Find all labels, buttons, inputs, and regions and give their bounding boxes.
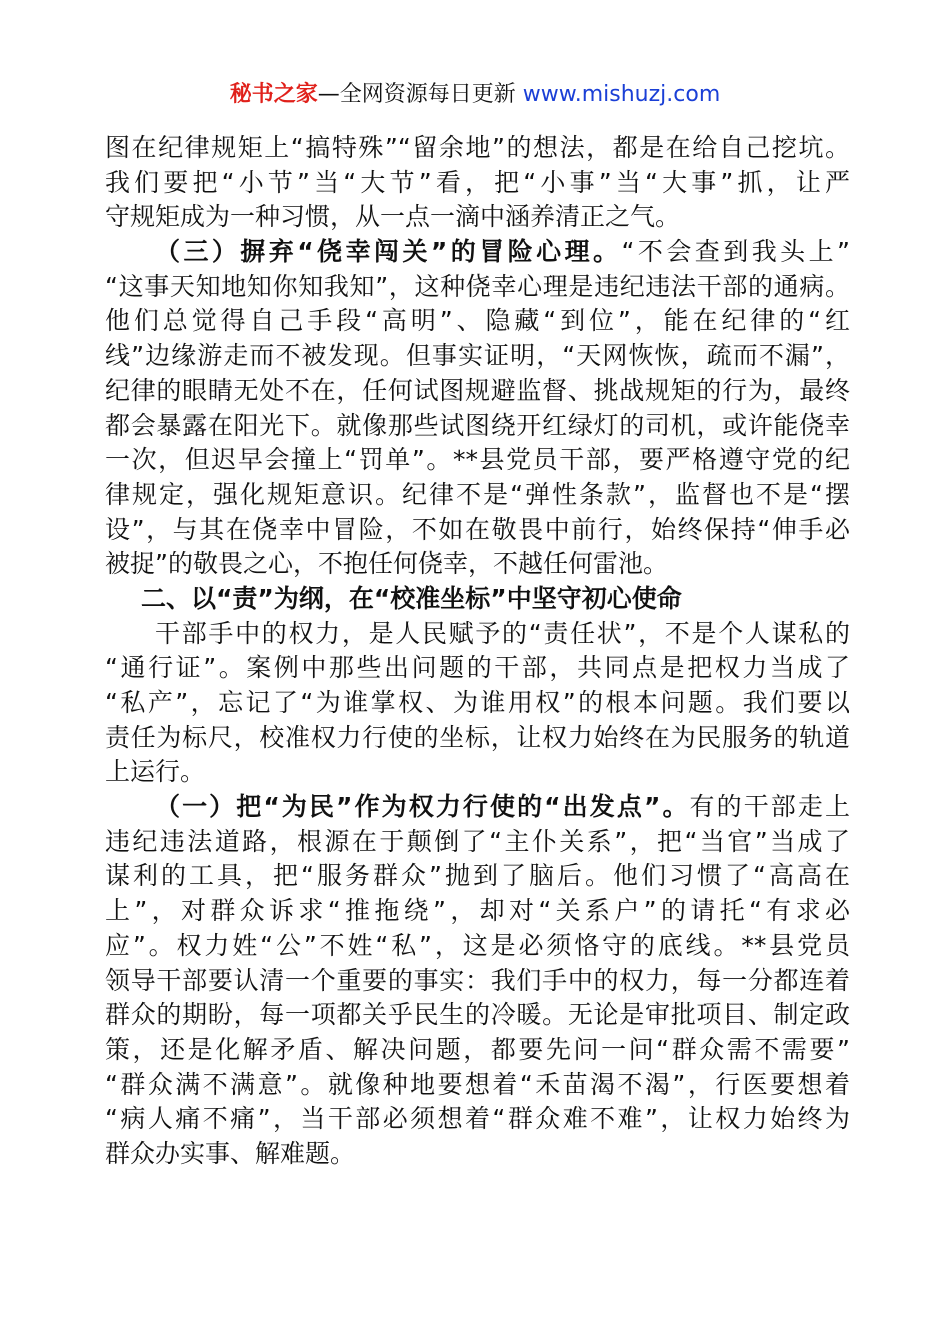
text-line: “私产”，忘记了“为谁掌权、为谁用权”的根本问题。我们要以	[105, 688, 850, 717]
text-line: 守规矩成为一种习惯，从一点一滴中涵养清正之气。	[105, 202, 681, 232]
text-line: 责任为标尺，校准权力行使的坐标，让权力始终在为民服务的轨道	[105, 722, 850, 752]
text-line: 图在纪律规矩上“搞特殊”“留余地”的想法，都是在给自己挖坑。	[105, 133, 850, 162]
subheading-three: （三）摒弃“侥幸闯关”的冒险心理。	[155, 237, 622, 267]
text-fragment: 有的干部走上	[689, 792, 850, 822]
text-fragment: “不会查到我头上”	[621, 237, 850, 267]
text-line: 一次，但迟早会撞上“罚单”。**县党员干部，要严格遵守党的纪	[105, 445, 850, 475]
text-line: 他们总觉得自己手段“高明”、隐藏“到位”，能在纪律的“红	[105, 306, 850, 336]
text-line: 都会暴露在阳光下。就像那些试图绕开红绿灯的司机，或许能侥幸	[105, 410, 850, 440]
subheading-one: （一）把“为民”作为权力行使的“出发点”。	[155, 792, 690, 822]
text-line: 线”边缘游走而不被发现。但事实证明，“天网恢恢，疏而不漏”，	[105, 341, 850, 371]
text-line: 被捉”的敬畏之心，不抱任何侥幸，不越任何雷池。	[105, 549, 668, 579]
subheading-line	[105, 790, 850, 825]
text-line: 策，还是化解矛盾、解决问题，都要先问一问“群众需不需要”	[105, 1034, 850, 1064]
document-body	[105, 131, 850, 1172]
text-line: 纪律的眼睛无处不在，任何试图规避监督、挑战规矩的行为，最终	[105, 375, 850, 405]
subheading-line	[105, 235, 850, 270]
text-line: “病人痛不痛”，当干部必须想着“群众难不难”，让权力始终为	[105, 1104, 850, 1134]
text-line: “这事天知地知你知我知”，这种侥幸心理是违纪违法干部的通病。	[105, 271, 850, 301]
section-heading: 二、以“责”为纲，在“校准坐标”中坚守初心使命	[141, 583, 682, 613]
text-line: “群众满不满意”。就像种地要想着“禾苗渴不渴”，行医要想着	[105, 1069, 850, 1099]
text-line: 设”，与其在侥幸中冒险，不如在敬畏中前行，始终保持“伸手必	[105, 514, 850, 544]
text-line: 我们要把“小节”当“大节”看，把“小事”当“大事”抓，让严	[105, 167, 850, 197]
text-line: 应”。权力姓“公”不姓“私”，这是必须恪守的底线。**县党员	[105, 930, 850, 960]
text-line: 律规定，强化规矩意识。纪律不是“弹性条款”，监督也不是“摆	[105, 479, 850, 509]
text-line: 群众办实事、解难题。	[105, 1138, 356, 1168]
text-line: 干部手中的权力，是人民赋予的“责任状”，不是个人谋私的	[155, 618, 850, 648]
text-line: “通行证”。案例中那些出问题的干部，共同点是把权力当成了	[105, 653, 850, 683]
text-line: 领导干部要认清一个重要的事实：我们手中的权力，每一分都连着	[105, 965, 850, 995]
text-line: 群众的期盼，每一项都关乎民生的冷暖。无论是审批项目、制定政	[105, 1000, 850, 1030]
site-brand: 秘书之家	[229, 82, 318, 107]
site-url-link[interactable]: www.mishuzj.com	[522, 82, 721, 107]
site-tagline: —全网资源每日更新	[317, 82, 523, 107]
site-header	[0, 80, 950, 110]
text-line: 上运行。	[105, 757, 206, 787]
text-line: 违纪违法道路，根源在于颠倒了“主仆关系”，把“当官”当成了	[105, 826, 850, 856]
text-line: 上”，对群众诉求“推拖绕”，却对“关系户”的请托“有求必	[105, 896, 850, 926]
text-line: 谋利的工具，把“服务群众”抛到了脑后。他们习惯了“高高在	[105, 861, 850, 891]
